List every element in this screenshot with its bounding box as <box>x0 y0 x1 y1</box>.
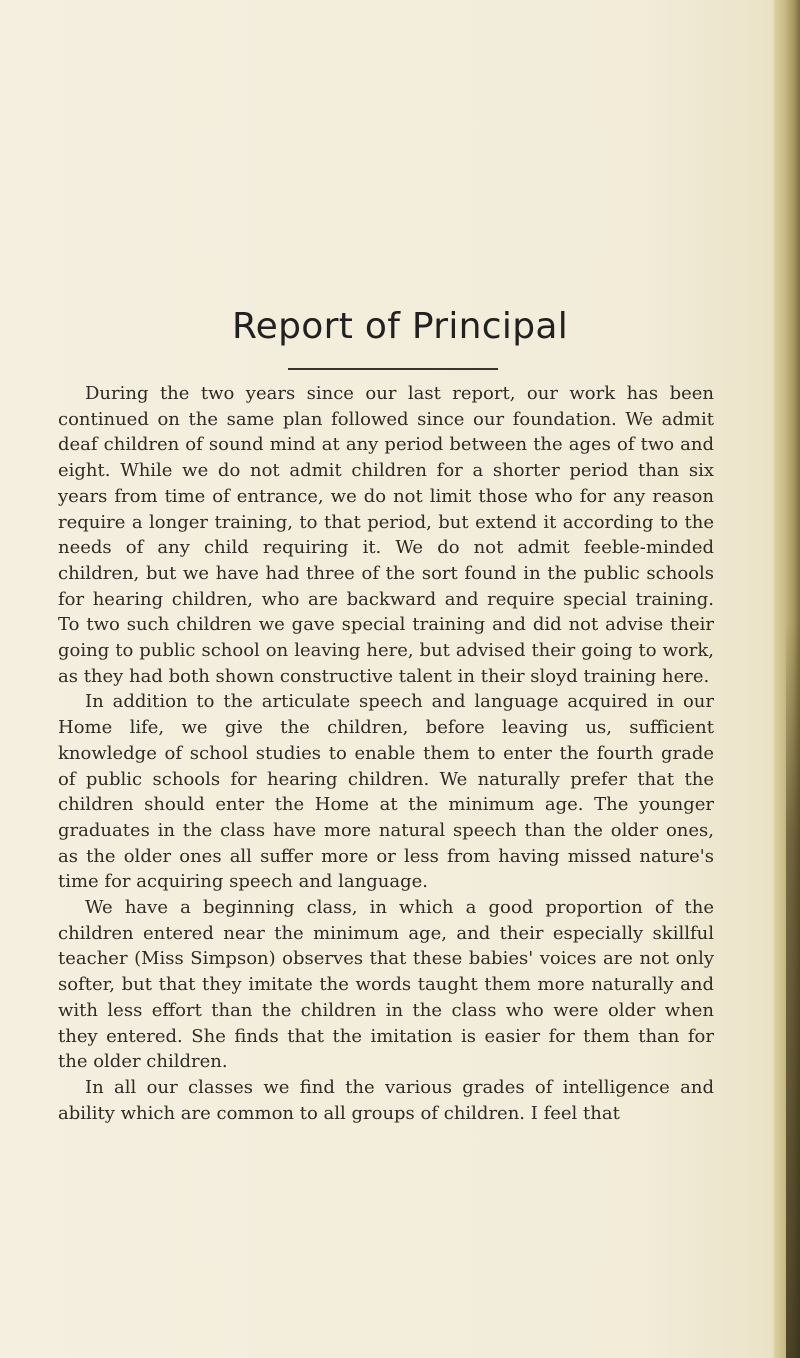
paragraph: During the two years since our last report, our work has been continued on the same plan followed since our foundation. We admit deaf children of sound mind at any period between the ages of two and eight. While we do not admit children for a shorter period than six years from time of entrance, we do not limit those who for any reason require a longer training, to that period, but extend it according to the needs of any child requiring it. We do not admit feeble-minded children, but we have had three of the sort found in the public schools for hearing children, who are backward and require special training. To two such children we gave special training and did not advise their going to public school on leaving here, but advised their going to work, as they had both shown constructive talent in their sloyd training here. <box>58 383 714 687</box>
page-edge-dark <box>786 620 800 1358</box>
report-body <box>58 381 714 1126</box>
paragraph: We have a beginning class, in which a good proportion of the children entered near the minimum age, and their especially skillful teacher (Miss Simpson) observes that these babies' voices are not only softer, but that they imitate the words taught them more naturally and with less effort than the children in the class who were older when they entered. She finds that the imitation is easier for them than for the older children. <box>58 897 714 1073</box>
paragraph: In all our classes we find the various grades of intelligence and ability which are common to all groups of children. I feel that <box>58 1076 714 1124</box>
paragraph: In addition to the articulate speech and language acquired in our Home life, we give the children, before leaving us, sufficient knowledge of school studies to enable them to enter the fourth grade of public schools for hearing children. We naturally prefer that the children should enter the Home at the minimum age. The younger graduates in the class have more natural speech than the older ones, as the older ones all suffer more or less from having missed nature's time for acquiring speech and language. <box>58 691 714 893</box>
title-divider <box>288 368 498 370</box>
page-title: Report of Principal <box>231 306 569 348</box>
